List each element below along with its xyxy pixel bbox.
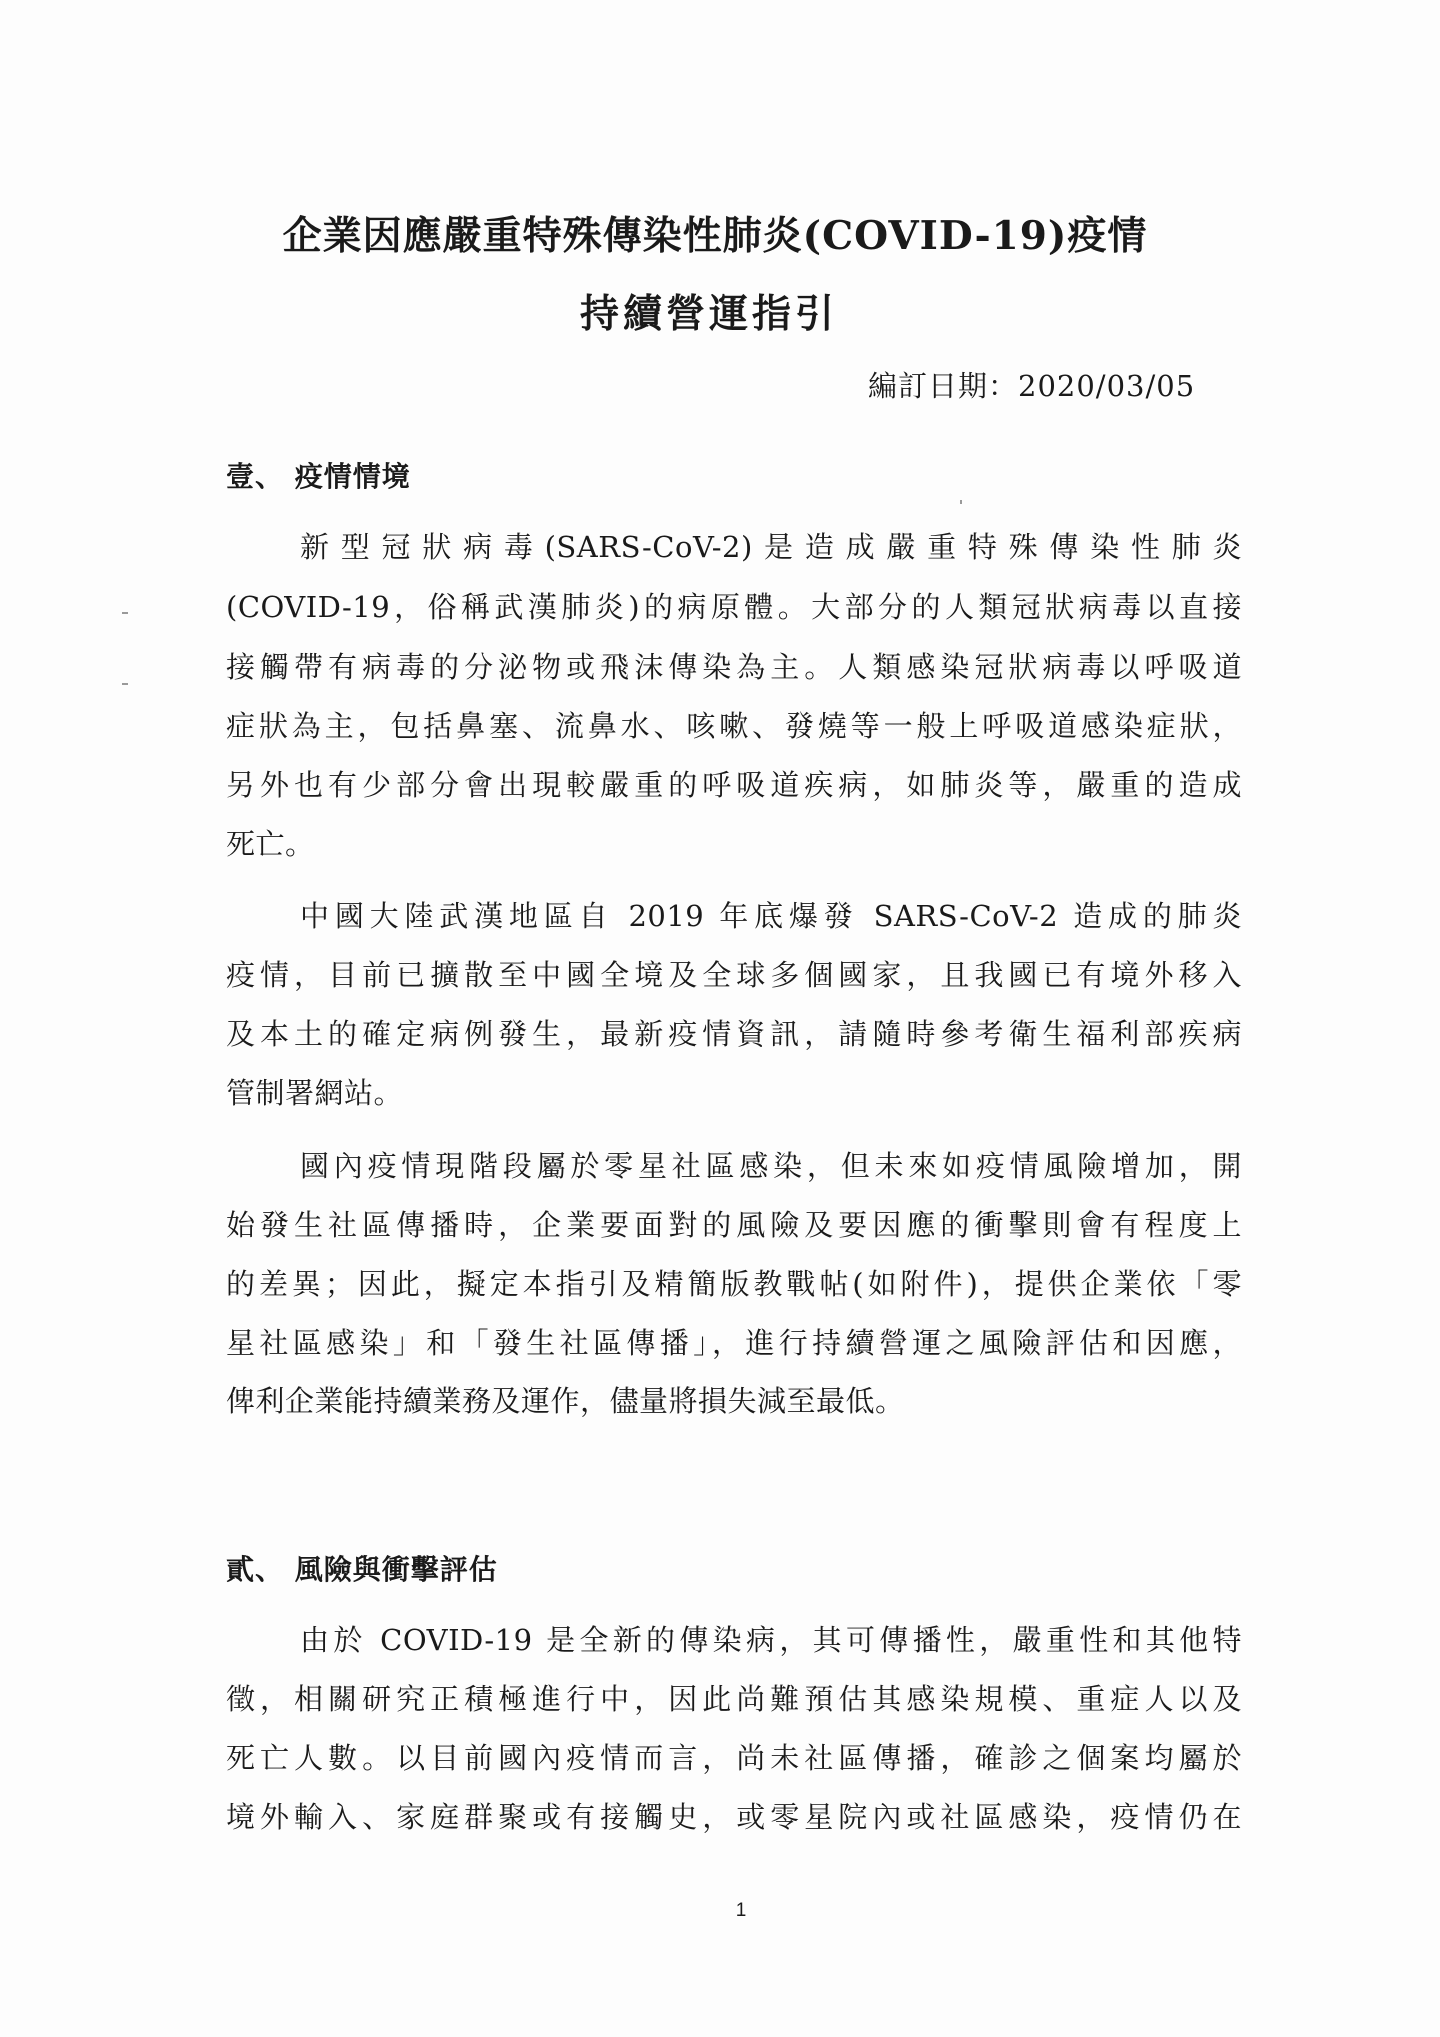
section-heading: 壹、 疫情情境 <box>226 460 411 493</box>
paragraph-line: 症狀為主，包括鼻塞、流鼻水、咳嗽、發燒等一般上呼吸道感染症狀， <box>226 709 1242 743</box>
section-heading: 貳、 風險與衝擊評估 <box>226 1553 498 1586</box>
scan-speck <box>122 683 128 685</box>
paragraph-line: 接觸帶有病毒的分泌物或飛沫傳染為主。人類感染冠狀病毒以呼吸道 <box>226 650 1242 684</box>
page-number: 1 <box>735 1900 747 1921</box>
paragraph-line: 及本土的確定病例發生，最新疫情資訊，請隨時參考衛生福利部疾病 <box>226 1017 1242 1051</box>
paragraph-line: 管制署網站。 <box>226 1076 404 1110</box>
paragraph-line: 由於 COVID-19 是全新的傳染病，其可傳播性，嚴重性和其他特 <box>300 1623 1242 1657</box>
paragraph-line: 境外輸入、家庭群聚或有接觸史，或零星院內或社區感染，疫情仍在 <box>226 1800 1242 1834</box>
paragraph-line: 疫情，目前已擴散至中國全境及全球多個國家，且我國已有境外移入 <box>226 958 1242 992</box>
paragraph-line: (COVID-19，俗稱武漢肺炎)的病原體。大部分的人類冠狀病毒以直接 <box>226 590 1242 624</box>
paragraph-line: 死亡。 <box>226 827 315 861</box>
paragraph-line: 新型冠狀病毒(SARS-CoV-2)是造成嚴重特殊傳染性肺炎 <box>300 530 1242 564</box>
document-title-line1: 企業因應嚴重特殊傳染性肺炎(COVID-19)疫情 <box>282 213 1148 259</box>
paragraph-line: 中國大陸武漢地區自 2019 年底爆發 SARS-CoV-2 造成的肺炎 <box>300 899 1242 933</box>
paragraph-line: 始發生社區傳播時，企業要面對的風險及要因應的衝擊則會有程度上 <box>226 1208 1242 1242</box>
paragraph-line: 國內疫情現階段屬於零星社區感染，但未來如疫情風險增加，開 <box>300 1149 1242 1183</box>
revision-date: 編訂日期：2020/03/05 <box>868 369 1196 403</box>
paragraph-line: 死亡人數。以目前國內疫情而言，尚未社區傳播，確診之個案均屬於 <box>226 1741 1242 1775</box>
paragraph-line: 星社區感染」和「發生社區傳播」，進行持續營運之風險評估和因應， <box>226 1326 1242 1360</box>
paragraph-line: 另外也有少部分會出現較嚴重的呼吸道疾病，如肺炎等，嚴重的造成 <box>226 768 1242 802</box>
paragraph-line: 俾利企業能持續業務及運作，儘量將損失減至最低。 <box>226 1384 905 1418</box>
document-title-line2: 持續營運指引 <box>579 291 838 337</box>
paragraph-line: 徵，相關研究正積極進行中，因此尚難預估其感染規模、重症人以及 <box>226 1682 1242 1716</box>
scan-speck <box>960 500 962 504</box>
paragraph-line: 的差異；因此，擬定本指引及精簡版教戰帖(如附件)，提供企業依「零 <box>226 1267 1242 1301</box>
scan-speck <box>122 612 128 614</box>
